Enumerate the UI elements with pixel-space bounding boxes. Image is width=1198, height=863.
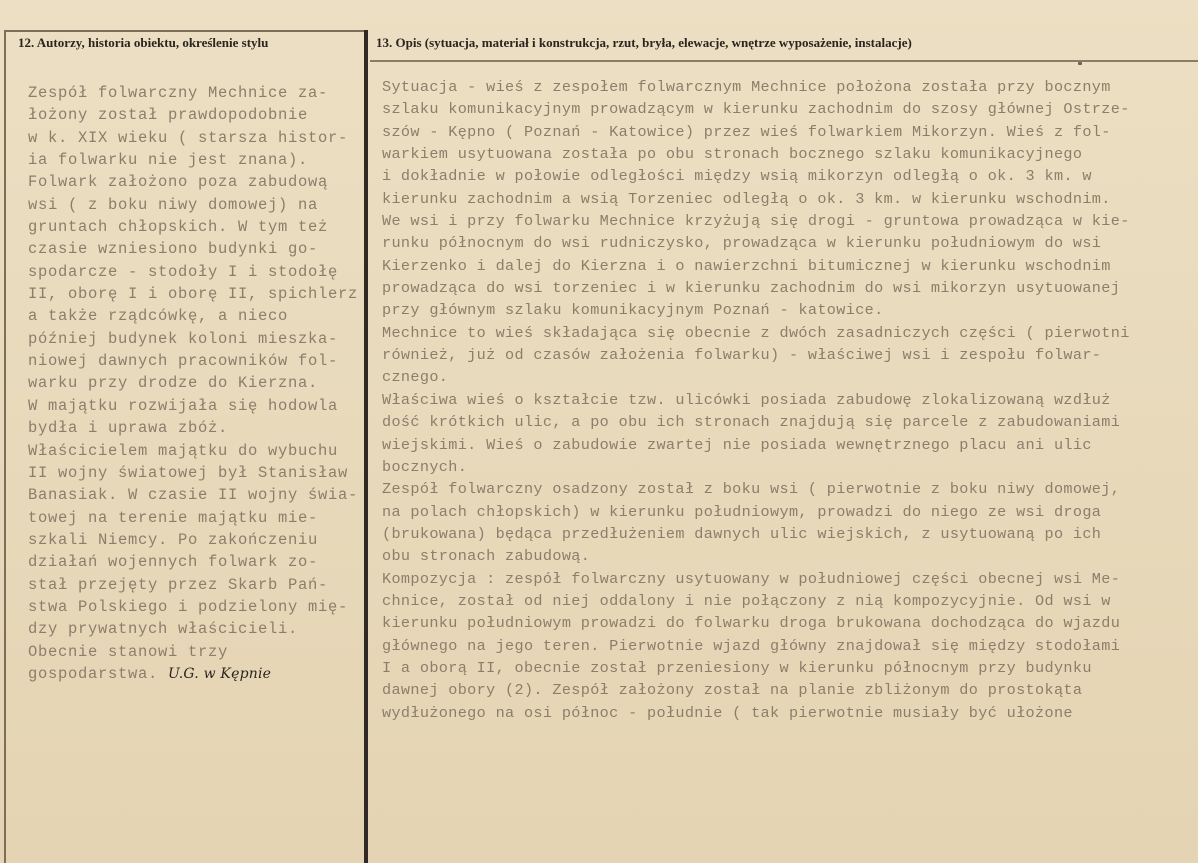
- section12-line: Obecnie stanowi trzy: [28, 642, 229, 661]
- section13-line: głównego na jego teren. Pierwotnie wjazd główny znajdował się między stodołami: [382, 636, 1121, 655]
- section12-line: Banasiak. W czasie II wojny świa-: [28, 486, 359, 505]
- section13-line: kierunku zachodnim a wsią Torzeniec odległą o ok. 3 km. w kierunku wschodnim.: [382, 189, 1111, 208]
- section13-line: prowadząca do wsi torzeniec i w kierunku zachodnim do wsi mikorzyn usytuowanej: [382, 279, 1121, 298]
- section13-line: We wsi i przy folwarku Mechnice krzyżują się drogi - gruntowa prowadząca w kie-: [382, 212, 1130, 231]
- section12-line: Zespół folwarczny Mechnice za-: [28, 84, 329, 102]
- section12-line: czasie wzniesiono budynki go-: [28, 240, 319, 259]
- section12-line: II wojny światowej był Stanisław: [28, 463, 349, 482]
- section12-line: II, oborę I i oborę II, spichlerz: [28, 285, 359, 304]
- section13-line: Mechnice to wieś składająca się obecnie z dwóch zasadniczych części ( pierwotni: [382, 323, 1130, 342]
- section13-heading: 13. Opis (sytuacja, materiał i konstrukcja, rzut, bryła, elewacje, wnętrze wyposażenie, instalacje): [376, 35, 912, 50]
- section12-final-line: [28, 663, 358, 685]
- section12-line: spodarcze - stodoły I i stodołę: [28, 262, 339, 281]
- section12-line: gruntach chłopskich. W tym też: [28, 218, 329, 237]
- section13-line: warkiem usytuowana została po obu stronach bocznego szlaku komunikacyjnego: [382, 145, 1083, 164]
- section13-line: bocznych.: [382, 457, 468, 476]
- section13-line: cznego.: [382, 368, 449, 387]
- section12-line: dzy prywatnych właścicieli.: [28, 620, 299, 639]
- section12-line: działań wojennych folwark zo-: [28, 553, 319, 572]
- section12-line: W majątku rozwijała się hodowla: [28, 396, 339, 415]
- left-border-line: [4, 30, 6, 863]
- section13-line: również, już od czasów założenia folwarku) - właściwej wsi i zespołu folwar-: [382, 346, 1102, 365]
- section13-line: Zespół folwarczny osadzony został z boku wsi ( pierwotnie z boku niwy domowej,: [382, 480, 1121, 499]
- section13-line: Kierzenko i dalej do Kierzna i o nawierzchni bitumicznej w kierunku wschodnim: [382, 256, 1111, 275]
- section12-line: później budynek koloni mieszka-: [28, 329, 339, 348]
- section13-line: (brukowana) będąca przedłużeniem dawnych ulic wiejskich, z usytuowaną po ich: [382, 524, 1102, 543]
- handwritten-note: U.G. w Kępnie: [168, 665, 272, 682]
- section13-line: dość krótkich ulic, a po obu ich stronach znajdują się parcele z zabudowaniami: [382, 413, 1121, 432]
- section12-line: niowej dawnych pracowników fol-: [28, 352, 339, 371]
- section13-line: wiejskimi. Wieś o zabudowie zwartej nie posiada wewnętrznego placu ani ulic: [382, 435, 1092, 454]
- section13-line: szów - Kępno ( Poznań - Katowice) przez wieś folwarkiem Mikorzyn. Wieś z fol-: [382, 122, 1111, 141]
- section13-line: Kompozycja : zespół folwarczny usytuowany w południowej części obecnej wsi Me-: [382, 569, 1121, 588]
- section12-line: łożony został prawdopodobnie: [28, 106, 309, 125]
- paper-speck: [1078, 62, 1082, 65]
- section13-line: szlaku komunikacyjnym prowadzącym w kierunku zachodnim do szosy głównej Ostrze-: [382, 100, 1130, 119]
- column-divider: [364, 30, 368, 863]
- section13-line: obu stronach zabudową.: [382, 547, 591, 566]
- section13-line: chnice, został od niej oddalony i nie połączony z nią kompozycyjnie. Od wsi w: [382, 591, 1111, 610]
- section12-line: szkali Niemcy. Po zakończeniu: [28, 530, 319, 549]
- section12-line: wsi ( z boku niwy domowej) na: [28, 195, 319, 214]
- section12-line: Folwark założono poza zabudową: [28, 173, 329, 192]
- section13-line: na polach chłopskich) w kierunku południowym, prowadzi do niego ze wsi droga: [382, 502, 1102, 521]
- section13-line: kierunku południowym prowadzi do folwarku droga brukowana dochodząca do wjazdu: [382, 614, 1121, 633]
- section12-line: warku przy drodze do Kierzna.: [28, 374, 319, 393]
- section13-line: Sytuacja - wieś z zespołem folwarcznym Mechnice położona została przy bocznym: [382, 78, 1111, 96]
- section12-line: stwa Polskiego i podzielony mię-: [28, 597, 349, 616]
- section13-line: dawnej obory (2). Zespół założony został na planie zbliżonym do prostokąta: [382, 681, 1083, 700]
- section13-line: runku północnym do wsi rudniczysko, prowadząca w kierunku południowym do wsi: [382, 234, 1102, 253]
- section12-final-typed: gospodarstwa.: [28, 664, 159, 683]
- section12-line: bydła i uprawa zbóż.: [28, 419, 229, 438]
- section12-line: towej na terenie majątku mie-: [28, 508, 319, 527]
- section12-heading: 12. Autorzy, historia obiektu, określenie stylu: [18, 35, 269, 50]
- section13-heading-rule: [370, 60, 1198, 62]
- section12-line: ia folwarku nie jest znana).: [28, 151, 309, 170]
- section12-top-rule: [4, 30, 366, 32]
- section13-body: [382, 76, 1130, 724]
- section13-line: I a oborą II, obecnie został przeniesiony w kierunku północnym przy budynku: [382, 658, 1092, 677]
- section13-line: przy głównym szlaku komunikacyjnym Poznań - katowice.: [382, 301, 884, 320]
- section12-line: stał przejęty przez Skarb Pań-: [28, 575, 329, 594]
- section12-body: [28, 82, 358, 685]
- section12-line: w k. XIX wieku ( starsza histor-: [28, 128, 349, 147]
- section13-line: Właściwa wieś o kształcie tzw. ulicówki posiada zabudowę zlokalizowaną wzdłuż: [382, 390, 1111, 409]
- section13-line: wydłużonego na osi północ - południe ( tak pierwotnie musiały być ułożone: [382, 703, 1073, 722]
- section12-line: Właścicielem majątku do wybuchu: [28, 441, 339, 460]
- section12-line: a także rządcówkę, a nieco: [28, 307, 289, 326]
- section13-line: i dokładnie w połowie odległości między wsią mikorzyn odległą o ok. 3 km. w: [382, 167, 1092, 186]
